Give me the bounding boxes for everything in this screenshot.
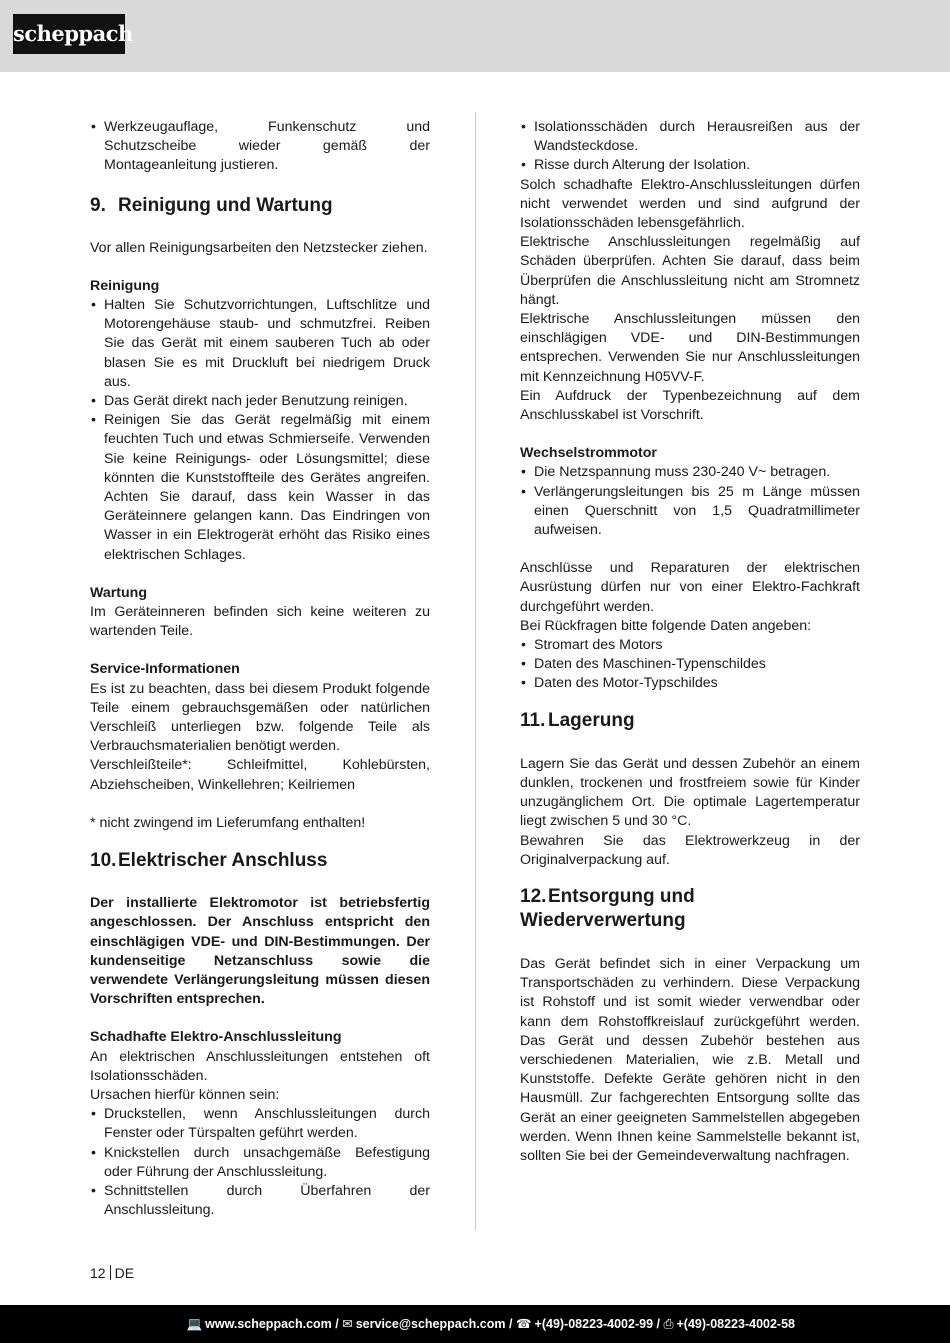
subheading: Reinigung [90,277,160,294]
scheppach-logo: scheppach [13,14,125,54]
list-item: • Knickstellen durch unsachgemäße Befestigung oder Führung der Anschlussleitung. [90,1144,430,1182]
page-footer [0,1305,950,1343]
fax-icon: ⎙ [663,1317,674,1331]
footer-website: www.scheppach.com [205,1317,332,1331]
list [90,1105,430,1220]
section-number: 11. [520,709,546,731]
paragraph-bold: Der installierte Elektromotor ist betriebsfertig angeschlossen. Der Anschluss entspricht den einschlägigen VDE- und DIN-Bestimmungen. Der kundenseitige Netzanschluss sowie die verwendete Verlängerungsleitung müssen diesen Vorschriften entsprechen. [90,895,430,1008]
section-heading-10 [90,849,430,873]
subheading: Schadhafte Elektro-Anschlussleitung [90,1029,342,1046]
footer-email: service@scheppach.com [355,1317,506,1331]
section-heading-9 [90,194,430,218]
section-title: Lagerung [548,709,635,731]
page-number [90,1265,134,1281]
paragraph: Vor allen Reinigungsarbeiten den Netzstecker ziehen. [90,239,428,256]
paragraph: Bei Rückfragen bitte folgende Daten angeben: [520,617,812,634]
list-item: • Die Netzspannung muss 230-240 V~ betragen. [520,463,860,482]
page-number-divider [110,1265,111,1280]
list-item: • Druckstellen, wenn Anschlussleitungen durch Fenster oder Türspalten geführt werden. [90,1105,430,1143]
subheading: Wartung [90,584,147,601]
column-divider [475,112,476,1230]
paragraph: Lagern Sie das Gerät und dessen Zubehör an einem dunklen, trockenen und frostfreiem sowie für Kinder unzugänglichem Ort. Die optimale Lagertemperatur liegt zwischen 5 und 30 °C. [520,755,860,830]
page-language: DE [114,1265,135,1281]
section-number: 12. [520,885,547,907]
paragraph: Elektrische Anschlussleitungen müssen den einschlägigen VDE- und DIN-Bestimmungen entsprechen. Verwenden Sie nur Anschlussleitungen mit Kennzeichnung H05VV-F. [520,311,860,385]
section-number: 9. [90,194,106,216]
list-item: • Halten Sie Schutzvorrichtungen, Luftschlitze und Motorengehäuse staub- und schmutzfrei. Reiben Sie das Gerät mit einem sauberen Tuch ab oder blasen Sie es mit Druckluft bei niedrigem Druck aus. [90,296,430,392]
left-column [90,118,430,1220]
paragraph: Elektrische Anschlussleitungen regelmäßig auf Schäden überprüfen. Achten Sie darauf, dass beim Überprüfen die Anschlussleitung nicht am Stromnetz hängt. [520,234,860,308]
page-number-value: 12 [90,1265,106,1281]
footer-separator: / [335,1317,339,1331]
paragraph: An elektrischen Anschlussleitungen entstehen oft Isolationsschäden. [90,1048,430,1084]
phone-icon: ☎ [515,1317,532,1331]
list-item: • Isolationsschäden durch Herausreißen aus der Wandsteckdose. [520,118,860,156]
paragraph: Verschleißteile*: Schleifmittel, Kohlebürsten, Abziehscheiben, Winkellehren; Keilriemen [90,757,430,793]
subheading: Wechselstrommotor [520,445,657,462]
paragraph: Das Gerät befindet sich in einer Verpackung um Transportschäden zu verhindern. Diese Verpackung ist Rohstoff und ist somit wieder verwendbar oder kann dem Rohstoffkreislauf zurückgeführt werden. Das Gerät und dessen Zubehör bestehen aus verschiedenen Materialien, wie z.B. Metall und Kunststoffe. Defekte Geräte gehören nicht in den Hausmüll. Zur fachgerechten Entsorgung sollte das Gerät an einer geeigneten Sammelstellen abgegeben werden. Wenn Ihnen keine Sammelstelle bekannt ist, sollten Sie bei der Gemeindeverwaltung nachfragen. [520,955,860,1164]
section-number: 10. [90,850,117,872]
right-column [520,118,860,1166]
section-heading-12 [520,885,860,933]
paragraph: Anschlüsse und Reparaturen der elektrischen Ausrüstung dürfen nur von einer Elektro-Fachkraft durchgeführt werden. [520,560,860,615]
list [90,118,430,176]
list-item: • Daten des Motor-Typschildes [520,674,860,693]
mail-icon: ✉ [342,1317,353,1331]
paragraph: Ein Aufdruck der Typenbezeichnung auf dem Anschlusskabel ist Vorschrift. [520,387,860,424]
computer-icon: 💻 [186,1317,203,1331]
list-item: • Werkzeugauflage, Funkenschutz und Schutzscheibe wieder gemäß der Montageanleitung justieren. [90,118,430,176]
section-title: Reinigung und Wartung [118,194,333,216]
paragraph: Solch schadhafte Elektro-Anschlussleitungen dürfen nicht verwendet werden und sind aufgrund der Isolationsschäden lebensgefährlich. [520,176,860,232]
list [520,463,860,540]
paragraph: Bewahren Sie das Elektrowerkzeug in der Originalverpackung auf. [520,832,860,868]
list [520,636,860,694]
list-item: • Verlängerungsleitungen bis 25 m Länge müssen einen Querschnitt von 1,5 Quadratmillimeter aufweisen. [520,483,860,541]
list [520,118,860,176]
footer-phone: +(49)-08223-4002-99 [534,1317,654,1331]
page-header [0,0,950,72]
footer-separator: / [656,1317,660,1331]
list-item: • Stromart des Motors [520,636,860,655]
section-title: Entsorgung und Wiederverwertung [520,885,695,931]
footnote: * nicht zwingend im Lieferumfang enthalten! [90,814,366,831]
list [90,296,430,565]
list-item: • Schnittstellen durch Überfahren der Anschlussleitung. [90,1182,430,1220]
section-title: Elektrischer Anschluss [118,850,328,872]
subheading: Service-Informationen [90,661,240,678]
footer-separator: / [508,1317,513,1331]
footer-contact [187,1305,795,1343]
list-item: • Das Gerät direkt nach jeder Benutzung reinigen. [90,392,430,411]
list-item: • Risse durch Alterung der Isolation. [520,156,860,175]
footer-fax: +(49)-08223-4002-58 [676,1317,795,1331]
paragraph: Im Geräteinneren befinden sich keine weiteren zu wartenden Teile. [90,604,430,640]
list-item: • Daten des Maschinen-Typenschildes [520,655,860,674]
paragraph: Es ist zu beachten, dass bei diesem Produkt folgende Teile einem gebrauchsgemäßen oder natürlichen Verschleiß unterliegen bzw. folgende Teile als Verbrauchsmaterialien benötigt werden. [90,680,430,755]
list-item: • Reinigen Sie das Gerät regelmäßig mit einem feuchten Tuch und etwas Schmierseife. Verwenden Sie keine Reinigungs- oder Lösungsmittel; diese könnten die Kunststoffteile des Gerätes angreifen. Achten Sie darauf, dass kein Wasser in das Geräteinnere gelangen kann. Das Eindringen von Wasser in ein Elektrogerät erhöht das Risiko eines elektrischen Schlages. [90,411,430,565]
section-heading-11 [520,709,860,733]
paragraph: Ursachen hierfür können sein: [90,1086,280,1103]
